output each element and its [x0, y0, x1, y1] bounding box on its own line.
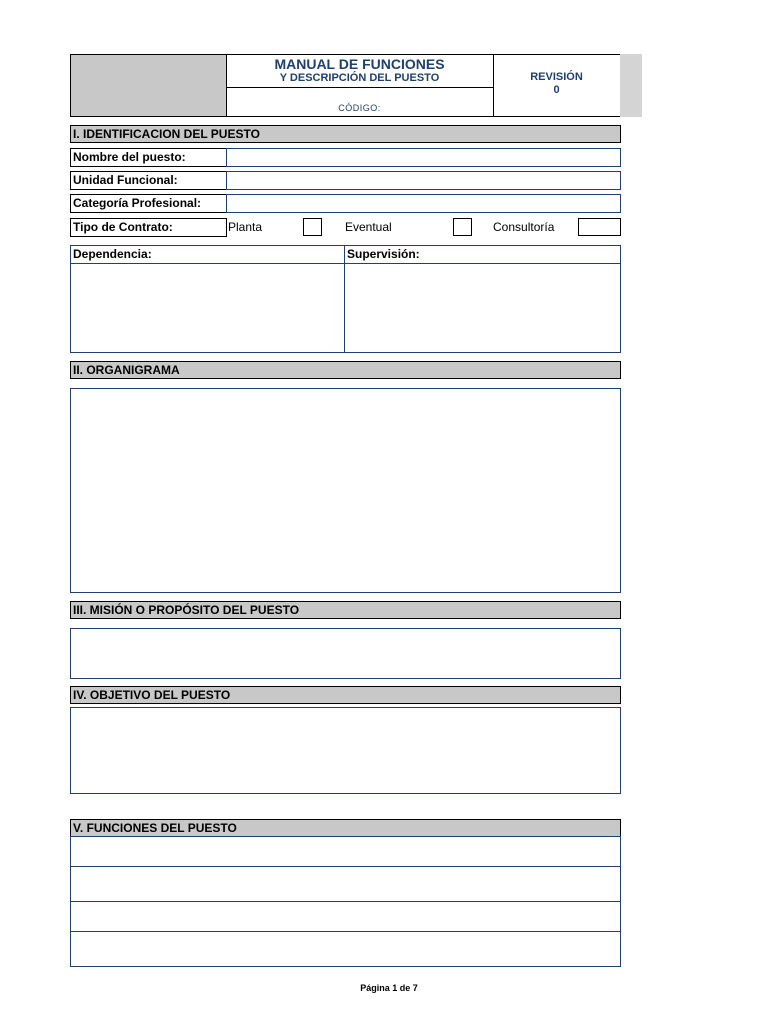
- funciones-row[interactable]: [70, 931, 621, 967]
- field-unidad-funcional[interactable]: [226, 171, 621, 190]
- label-supervision: Supervisión:: [344, 245, 621, 264]
- checkbox-consultoria[interactable]: [578, 218, 621, 236]
- header-title-cell: [226, 54, 494, 88]
- field-organigrama[interactable]: [70, 388, 621, 593]
- field-objetivo[interactable]: [70, 707, 621, 794]
- label-tipo-contrato: Tipo de Contrato:: [70, 218, 227, 237]
- document-title: MANUAL DE FUNCIONES: [274, 56, 445, 72]
- label-unidad-funcional: Unidad Funcional:: [70, 171, 227, 190]
- funciones-row[interactable]: [70, 866, 621, 902]
- header-logo-cell: [70, 54, 227, 117]
- section-heading-funciones: V. FUNCIONES DEL PUESTO: [70, 819, 621, 837]
- page-number: Página 1 de 7: [360, 983, 418, 993]
- section-heading-identificacion: I. IDENTIFICACION DEL PUESTO: [70, 125, 621, 143]
- funciones-row[interactable]: [70, 901, 621, 932]
- checkbox-eventual[interactable]: [453, 218, 472, 236]
- revision-value: 0: [553, 84, 560, 96]
- section-heading-organigrama: II. ORGANIGRAMA: [70, 361, 621, 379]
- header-side-shade: [620, 54, 642, 117]
- revision-label: REVISIÓN: [530, 71, 583, 83]
- section-heading-objetivo: IV. OBJETIVO DEL PUESTO: [70, 686, 621, 704]
- label-nombre-puesto: Nombre del puesto:: [70, 148, 227, 167]
- field-supervision[interactable]: [345, 264, 620, 352]
- option-label-planta: Planta: [228, 220, 263, 234]
- option-label-consultoria: Consultoría: [493, 220, 555, 234]
- option-label-eventual: Eventual: [345, 220, 392, 234]
- label-categoria-profesional: Categoría Profesional:: [70, 194, 227, 213]
- header-code-cell: [226, 87, 494, 117]
- checkbox-planta[interactable]: [303, 218, 322, 236]
- header-revision-cell: [493, 54, 621, 117]
- code-label: CÓDIGO:: [338, 103, 381, 113]
- field-nombre-puesto[interactable]: [226, 148, 621, 167]
- section-heading-mision: III. MISIÓN O PROPÓSITO DEL PUESTO: [70, 601, 621, 619]
- document-subtitle: Y DESCRIPCIÓN DEL PUESTO: [279, 72, 440, 84]
- label-dependencia: Dependencia:: [70, 245, 345, 264]
- field-mision[interactable]: [70, 628, 621, 679]
- field-dependencia[interactable]: [71, 264, 344, 352]
- field-categoria-profesional[interactable]: [226, 194, 621, 213]
- funciones-row[interactable]: [70, 836, 621, 867]
